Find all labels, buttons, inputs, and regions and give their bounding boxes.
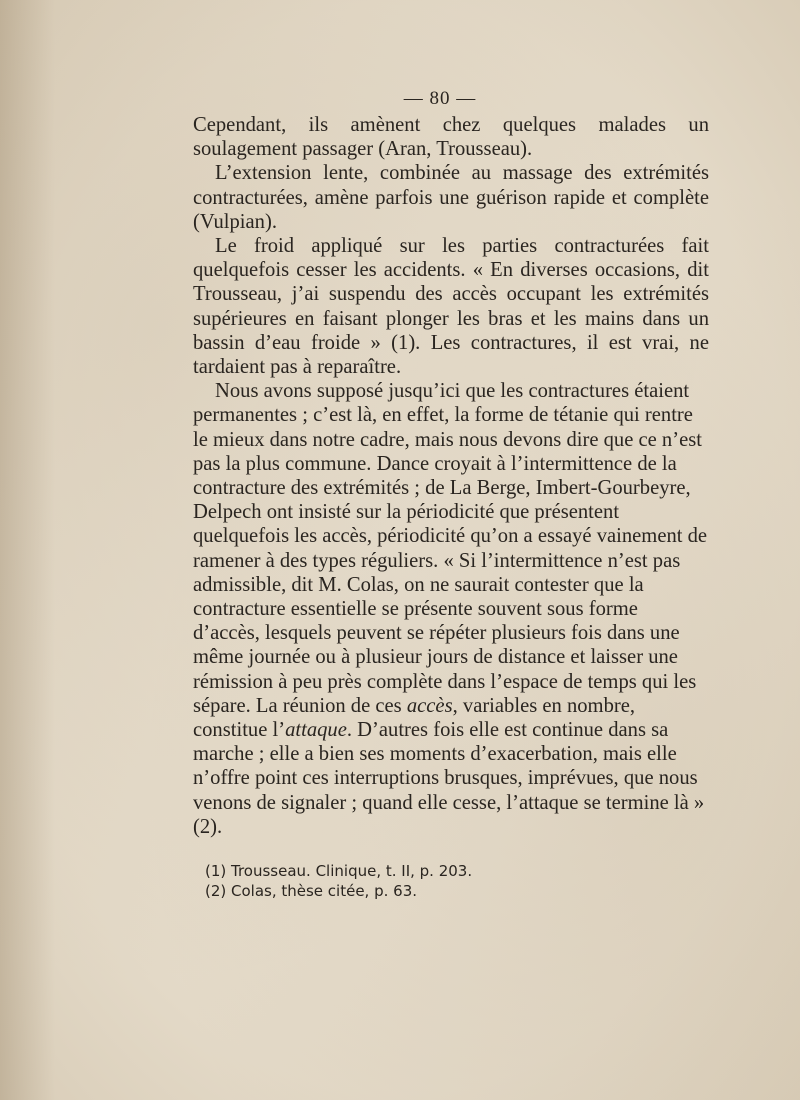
paragraph-4-start: Nous avons supposé jusqu’ici que les contractures étaient permanentes ; c’est là, en effet, la forme de tétanie qui rentre le mieux dans notre cadre, mais nous devons dire que ce n’est pas la plus commune. Dance croyait à l’intermittence de la contracture des extrémités ; de La Berge, Imbert-Gourbeyre, Delpech ont insisté sur la périodicité que présentent quelquefois les accès, périodicité qu’on a essayé vainement de ramener à des types réguliers. « Si l’intermittence n’est pas admissible, dit M. Colas, on ne saurait contester que la contracture essentielle se présente souvent sous forme d’accès, lesquels peuvent se répéter plusieurs fois dans une même journée ou à plusieur jours de distance et laisser une rémission à peu près complète dans l’espace de temps qui les sépare. La réunion de ces — [193, 380, 708, 717]
footnotes — [205, 861, 685, 901]
paragraph-2: L’extension lente, combinée au massage des extrémités contracturées, amène parfois une guérison rapide et complète (Vulpian). — [193, 162, 709, 233]
body-text — [193, 113, 709, 839]
italic-attaque: attaque — [285, 719, 347, 742]
paragraph-1: Cependant, ils amènent chez quelques malades un soulagement passager (Aran, Trousseau). — [193, 114, 709, 161]
page-number: — 80 — — [403, 88, 477, 109]
italic-acces: accès — [406, 694, 453, 717]
page-edge-shadow — [0, 0, 55, 1100]
paragraph-4-mid: , variables en nombre, constitue l’ — [193, 694, 636, 742]
paragraph-4-end: . D’autres fois elle est continue dans sa marche ; elle a bien ses moments d’exacerbation, mais elle n’offre point ces interruptions brusques, imprévues, que nous venons de signaler ; quand elle cesse, l’attaque se termine là » (2). — [193, 719, 705, 838]
footnote-2: (2) Colas, thèse citée, p. 63. — [205, 882, 418, 900]
paragraph-3: Le froid appliqué sur les parties contracturées fait quelquefois cesser les accidents. « En diverses occasions, dit Trousseau, j’ai suspendu des accès occupant les extrémités supérieures en faisant plonger les bras et les mains dans un bassin d’eau froide » (1). Les contractures, il est vrai, ne tardaient pas à reparaître. — [193, 235, 709, 379]
footnote-1: (1) Trousseau. Clinique, t. II, p. 203. — [205, 862, 473, 880]
paragraph-4 — [193, 379, 709, 839]
